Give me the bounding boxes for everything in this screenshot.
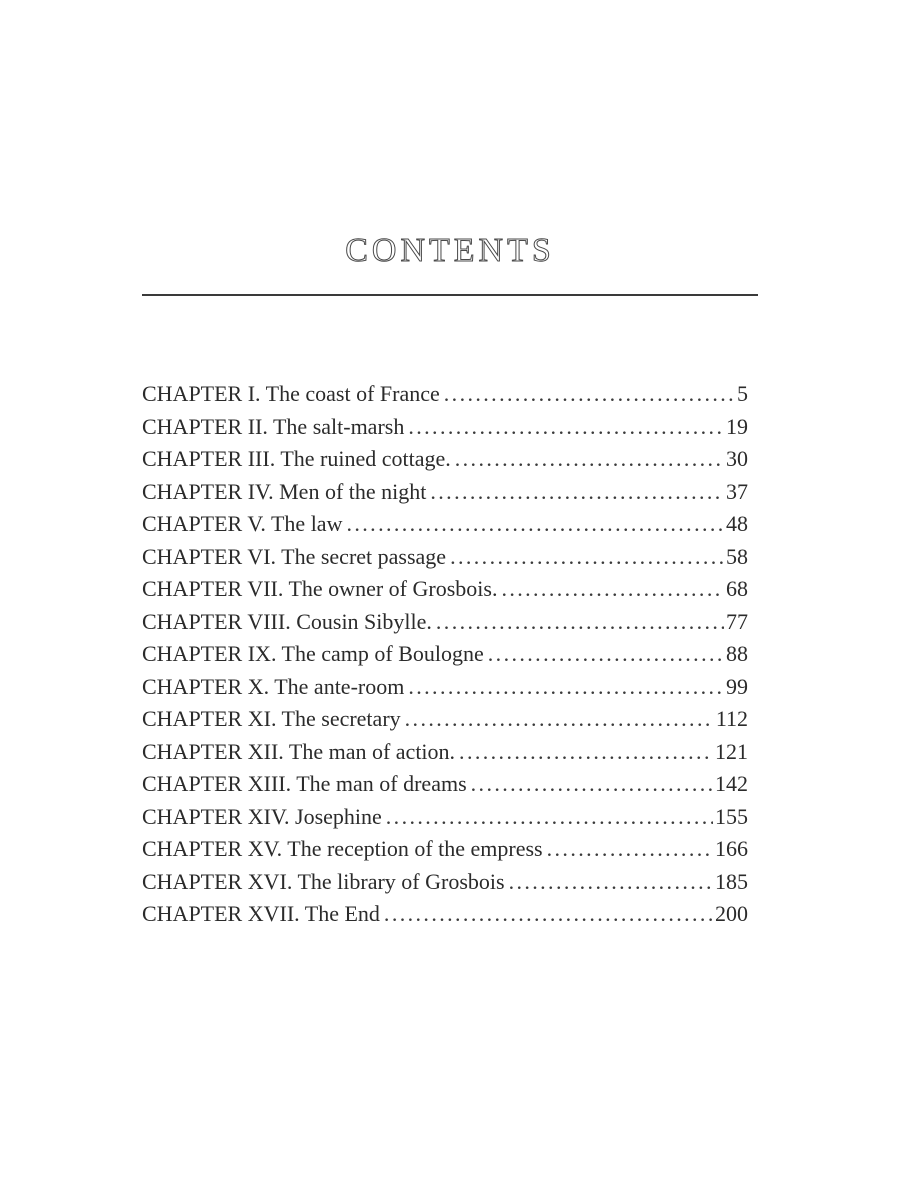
toc-entry — [142, 378, 748, 411]
dot-leader — [436, 606, 724, 639]
dot-leader — [444, 378, 735, 411]
page-number: 121 — [715, 738, 748, 764]
dot-leader — [405, 703, 714, 736]
toc-entry — [142, 801, 748, 834]
toc-entry — [142, 833, 748, 866]
chapter-title: CHAPTER IX. The camp of Boulogne — [142, 641, 484, 666]
chapter-title: CHAPTER XII. The man of action. — [142, 738, 456, 764]
chapter-title: CHAPTER XV. The reception of the empress — [142, 836, 543, 861]
dot-leader — [384, 898, 713, 931]
page-number: 155 — [715, 803, 748, 829]
contents-heading: CONTENTS — [345, 232, 555, 269]
page-number: 37 — [726, 478, 748, 504]
toc-entry — [142, 508, 748, 541]
page-number: 5 — [737, 381, 748, 406]
page-number: 19 — [726, 413, 748, 439]
dot-leader — [408, 411, 724, 444]
page-number: 48 — [726, 511, 748, 536]
chapter-title: CHAPTER II. The salt-marsh — [142, 413, 405, 439]
dot-leader — [455, 443, 724, 476]
page-number: 77 — [726, 608, 748, 634]
page-number: 142 — [715, 771, 748, 796]
toc-entry — [142, 573, 748, 606]
toc-entry — [142, 866, 748, 899]
page-number: 185 — [715, 868, 748, 894]
page-number: 112 — [715, 706, 748, 731]
page-number: 68 — [726, 576, 748, 601]
heading-divider — [142, 294, 758, 296]
dot-leader — [547, 833, 713, 866]
chapter-title: CHAPTER I. The coast of France — [142, 381, 440, 406]
dot-leader — [346, 508, 724, 541]
page-number: 99 — [726, 673, 748, 699]
toc-entry — [142, 898, 748, 931]
toc-entry — [142, 638, 748, 671]
dot-leader — [501, 573, 724, 606]
page-number: 88 — [726, 641, 748, 666]
chapter-title: CHAPTER III. The ruined cottage. — [142, 446, 451, 471]
chapter-title: CHAPTER VI. The secret passage — [142, 543, 447, 569]
page-number: 166 — [715, 836, 748, 861]
toc-entry — [142, 703, 748, 736]
dot-leader — [488, 638, 724, 671]
page-number: 30 — [726, 446, 748, 471]
page-number: 200 — [715, 901, 748, 926]
table-of-contents — [142, 378, 748, 931]
toc-entry — [142, 768, 748, 801]
dot-leader — [471, 768, 713, 801]
dot-leader — [408, 671, 724, 704]
chapter-title: CHAPTER XI. The secretary — [142, 706, 401, 731]
dot-leader — [450, 541, 724, 574]
toc-entry — [142, 541, 748, 574]
dot-leader — [459, 736, 713, 769]
chapter-title: CHAPTER XIV. Josephine — [142, 803, 382, 829]
chapter-title: CHAPTER VII. The owner of Grosbois. — [142, 576, 498, 601]
chapter-title: CHAPTER VIII. Cousin Sibylle. — [142, 608, 432, 634]
chapter-title: CHAPTER X. The ante-room — [142, 673, 405, 699]
chapter-title: CHAPTER XVI. The library of Grosbois — [142, 868, 505, 894]
toc-entry — [142, 411, 748, 444]
toc-entry — [142, 671, 748, 704]
chapter-title: CHAPTER IV. Men of the night — [142, 478, 427, 504]
page-number: 58 — [726, 543, 748, 569]
toc-entry — [142, 443, 748, 476]
dot-leader — [386, 801, 713, 834]
chapter-title: CHAPTER XIII. The man of dreams — [142, 771, 467, 796]
chapter-title: CHAPTER V. The law — [142, 511, 343, 536]
dot-leader — [509, 866, 713, 899]
toc-entry — [142, 736, 748, 769]
dot-leader — [430, 476, 724, 509]
toc-entry — [142, 606, 748, 639]
toc-entry — [142, 476, 748, 509]
chapter-title: CHAPTER XVII. The End — [142, 901, 380, 926]
